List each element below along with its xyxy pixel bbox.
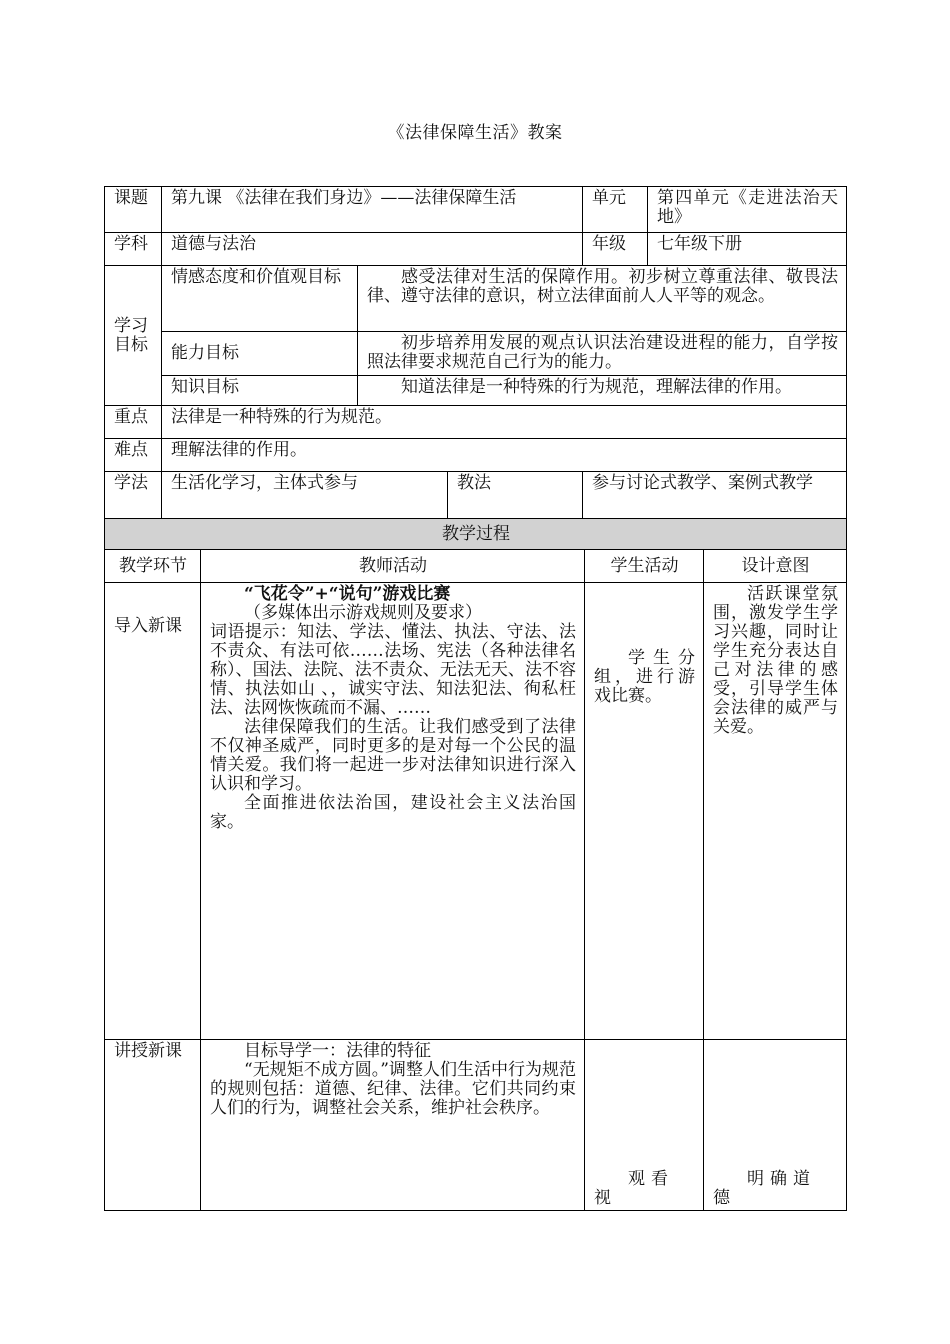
- teach-method-text: 参与讨论式教学、案例式教学: [583, 472, 847, 519]
- key-label: 重点: [105, 406, 162, 439]
- student-activity-2: 观看视: [594, 1169, 674, 1208]
- teach-method-label: 教法: [448, 472, 583, 519]
- intro-paragraph-1: 法律保障我们的生活。让我们感受到了法律不仅神圣威严，同时更多的是对每一个公民的温情关爱。我们将一起进一步对法律知识进行深入认识和学习。: [210, 717, 576, 794]
- student-activity-1: 学生分组，进行游戏比赛。: [594, 648, 695, 706]
- document-title: 《法律保障生活》教案: [387, 123, 563, 143]
- word-hint: 词语提示：知法、学法、懂法、执法、守法、法不责众、有法可依……法场、宪法（各种法律名称）、国法、法院、法不责众、无法无天、法不容情、执法如山 、，诚实守法、知法犯法、徇私枉法、法网恢恢疏而不漏、……: [210, 622, 576, 718]
- goal-guide-1: 目标导学一：法律的特征: [244, 1041, 431, 1061]
- goal-ability-text: 初步培养用发展的观点认识法治建设进程的能力，自学按照法律要求规范自己行为的能力。: [358, 332, 847, 376]
- subject-label: 学科: [105, 233, 162, 266]
- process-header: 教学过程: [105, 519, 847, 550]
- goal-knowledge-label: 知识目标: [162, 376, 358, 406]
- intro-paragraph-2: 全面推进依法治国，建设社会主义法治国家。: [210, 793, 576, 832]
- col-student-header: 学生活动: [585, 550, 704, 583]
- topic-label: 课题: [105, 187, 162, 233]
- col-stage-header: 教学环节: [105, 550, 201, 583]
- goal-ability-label: 能力目标: [162, 332, 358, 376]
- lecture-paragraph-1: “无规矩不成方圆。”调整人们生活中行为规范的规则包括：道德、纪律、法律。它们共同约束人们的行为，调整社会关系，维护社会秩序。: [210, 1060, 576, 1118]
- study-method-label: 学法: [105, 472, 162, 519]
- goal-emotion-text: 感受法律对生活的保障作用。初步树立尊重法律、敬畏法律、遵守法律的意识，树立法律面前人人平等的观念。: [358, 266, 847, 332]
- grade-value: 七年级下册: [648, 233, 847, 266]
- goal-emotion-label: 情感态度和价值观目标: [162, 266, 358, 332]
- unit-label: 单元: [583, 187, 648, 233]
- design-intent-1: 活跃课堂氛围，激发学生学习兴趣，同时让学生充分表达自己对法律的感受，引导学生体会法律的威严与关爱。: [713, 584, 838, 737]
- subject-value: 道德与法治: [162, 233, 583, 266]
- col-teacher-header: 教师活动: [201, 550, 585, 583]
- difficulty-text: 理解法律的作用。: [162, 439, 847, 472]
- design-intent-2: 明确道德: [713, 1169, 816, 1208]
- teaching-process-table: [104, 518, 847, 1211]
- key-text: 法律是一种特殊的行为规范。: [162, 406, 847, 439]
- goal-knowledge-text: 知道法律是一种特殊的行为规范，理解法律的作用。: [358, 376, 847, 406]
- lesson-info-table: [104, 186, 847, 519]
- game-title: “飞花令”+“说句”游戏比赛: [244, 584, 451, 604]
- goals-label: 学习目标: [105, 266, 162, 406]
- topic-value: 第九课 《法律在我们身边》——法律保障生活: [162, 187, 583, 233]
- stage-lecture-name: 讲授新课: [105, 1040, 201, 1211]
- unit-value: 第四单元《走进法治天地》: [648, 187, 847, 233]
- col-design-header: 设计意图: [704, 550, 847, 583]
- stage-intro-name: 导入新课: [114, 616, 182, 636]
- game-rules: （多媒体出示游戏规则及要求）: [244, 603, 482, 623]
- difficulty-label: 难点: [105, 439, 162, 472]
- grade-label: 年级: [583, 233, 648, 266]
- study-method-text: 生活化学习，主体式参与: [162, 472, 448, 519]
